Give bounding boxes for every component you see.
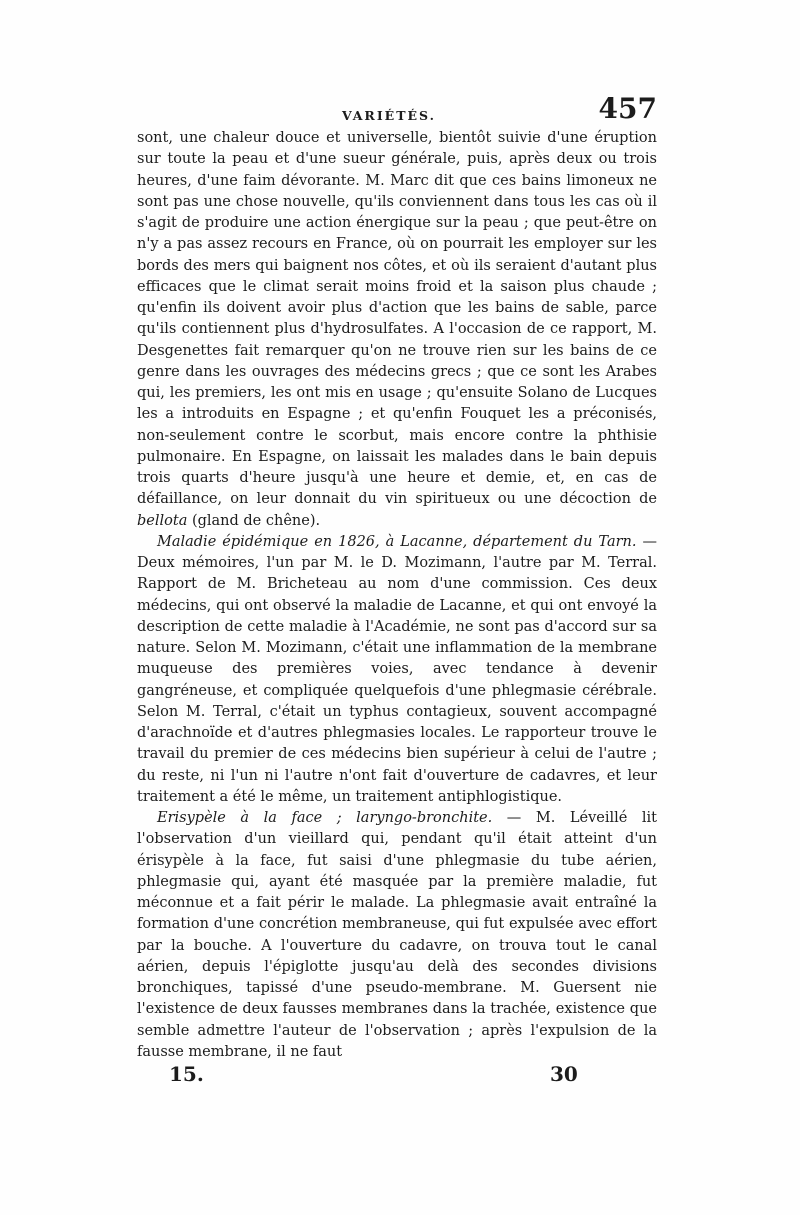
section-heading: Maladie épidémique en 1826, à Lacanne, département du Tarn. — [157, 533, 637, 550]
paragraph-erisypele — [137, 808, 657, 1063]
section-heading: Erisypèle à la face ; laryngo-bronchite. — [157, 810, 493, 826]
page-number: 457 — [598, 92, 657, 125]
signature-mark: 15. — [169, 1062, 204, 1086]
page-footer — [137, 1062, 657, 1092]
body-text — [137, 128, 657, 1063]
sheet-number: 30 — [550, 1062, 578, 1086]
page-header — [137, 92, 657, 132]
paragraph-text: —Deux mémoires, l'un par M. le D. Mozimann, l'autre par M. Terral. Rapport de M. Bricheteau au nom d'une commission. Ces deux médecins, qui ont observé la maladie de Lacanne, et qui ont envoyé la description de cette maladie à l'Académie, ne sont pas d'accord sur sa nature. Selon M. Mozimann, c'était une inflammation de la membrane muqueuse des premières voies, avec tendance à devenir gangréneuse, et compliquée quelquefois d'une phlegmasie cérébrale. Selon M. Terral, c'était un typhus contagieux, souvent accompagné d'arachnoïde et d'autres phlegmasies locales. Le rapporteur trouve le travail du premier de ces médecins bien supérieur à celui de l'autre ; du reste, ni l'un ni l'autre n'ont fait d'ouverture de cadavres, et leur traitement a été le même, un traitement antiphlogistique. — [137, 533, 657, 805]
paragraph-text: sont, une chaleur douce et universelle, bientôt suivie d'une éruption sur toute la peau et d'une sueur générale, puis, après deux ou trois heures, d'une faim dévorante. M. Marc dit que ces bains limoneux ne sont pas une chose nouvelle, qu'ils conviennent dans tous les cas où il s'agit de produire une action énergique sur la peau ; que peut-être on n'y a pas assez recours en France, où on pourrait les employer sur les bords des mers qui baignent nos côtes, et où ils seraient d'autant plus efficaces que le climat serait moins froid et la saison plus chaude ; qu'enfin ils doivent avoir plus d'action que les bains de sable, parce qu'ils contiennent plus d'hydrosulfates. A l'occasion de ce rapport, M. Desgenettes fait remarquer qu'on ne trouve rien sur les bains de ce genre dans les ouvrages des médecins grecs ; que ce sont les Arabes qui, les premiers, les ont mis en usage ; qu'ensuite Solano de Lucques les a introduits en Espagne ; et qu'enfin Fouquet les a préconisés, non-seulement contre le scorbut, mais encore contre la phthisie pulmonaire. En Espagne, on laissait les malades dans le bain depuis trois quarts d'heure jusqu'à une heure et demie, et, en cas de défaillance, on leur donnait du vin spiritueux ou une décoction de — [137, 130, 657, 508]
italic-term-bellota: bellota — [137, 512, 188, 529]
running-title: VARIÉTÉS. — [342, 108, 436, 123]
paragraph-bains-limoneux — [137, 128, 657, 532]
paragraph-text: — M. Léveillé lit l'observation d'un vieillard qui, pendant qu'il était atteint d'un érisypèle à la face, fut saisi d'une phlegmasie du tube aérien, phlegmasie qui, ayant été masquée par la première maladie, fut méconnue et a fait périr le malade. La phlegmasie avait entraîné la formation d'une concrétion membraneuse, qui fut expulsée avec effort par la bouche. A l'ouverture du cadavre, on trouva tout le canal aérien, depuis l'épiglotte jusqu'au delà des secondes divisions bronchiques, tapissé d'une pseudo-membrane. M. Guersent nie l'existence de deux fausses membranes dans la trachée, existence que semble admettre l'auteur de l'observation ; après l'expulsion de la fausse membrane, il ne faut — [137, 810, 657, 1060]
paragraph-text-end: (gland de chêne). — [187, 512, 321, 529]
paragraph-maladie-epidemique — [137, 532, 657, 808]
